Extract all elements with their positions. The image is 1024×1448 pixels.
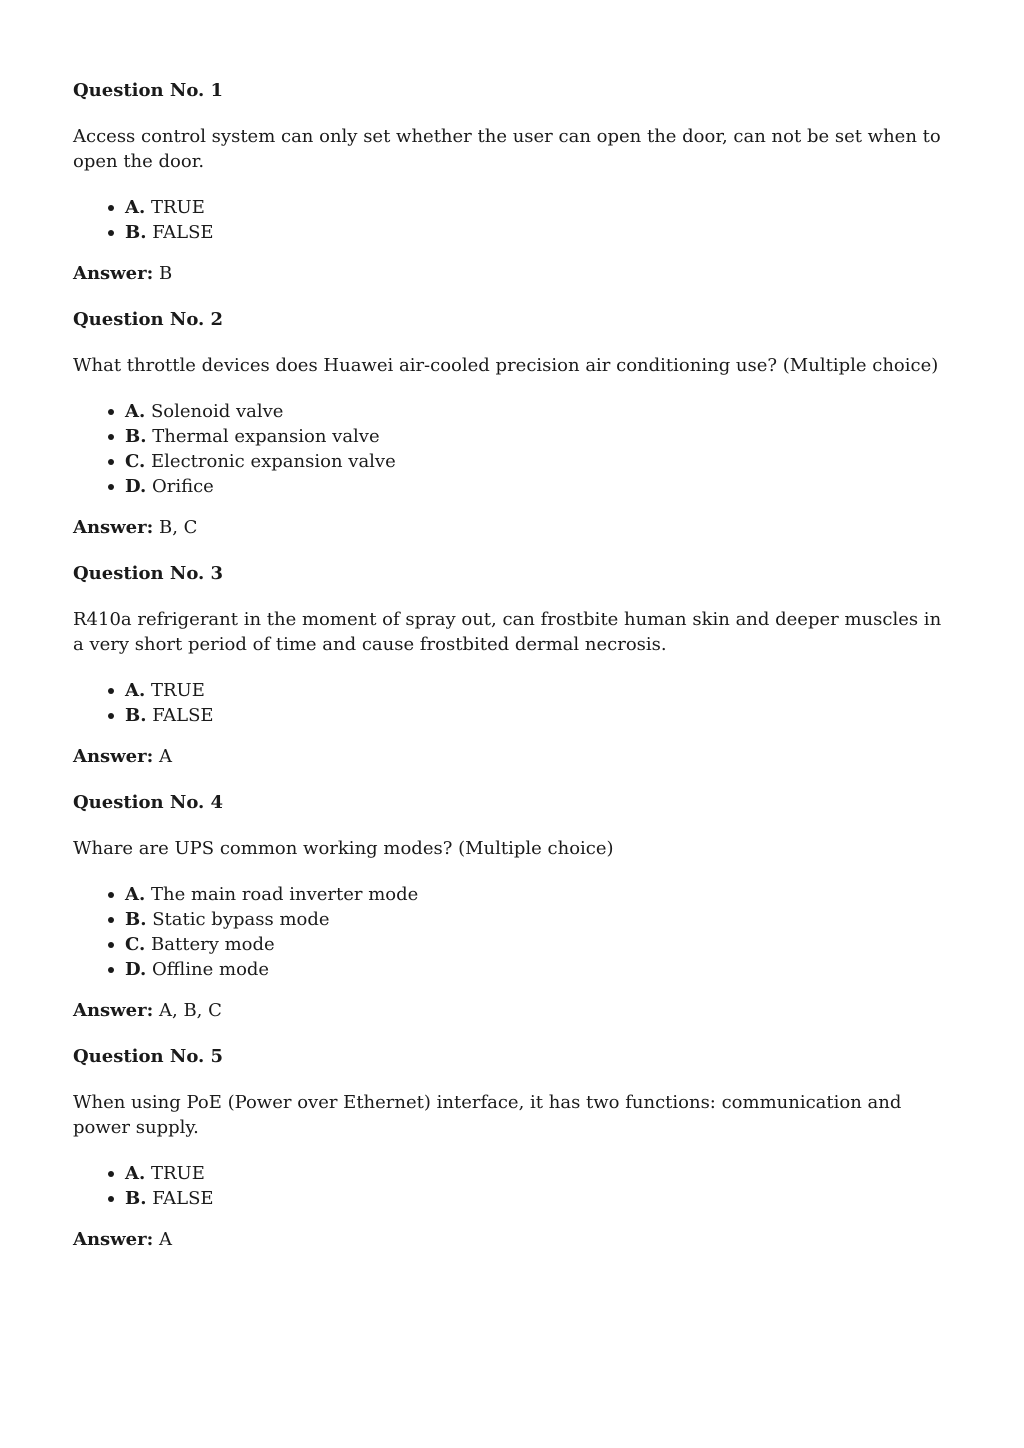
option-text: The main road inverter mode: [150, 884, 419, 905]
answer-value: B: [159, 263, 173, 284]
answer-label: Answer:: [73, 263, 154, 284]
option-text: TRUE: [150, 1163, 205, 1184]
question-title: Question No. 5: [73, 1046, 224, 1067]
answer-label: Answer:: [73, 746, 154, 767]
option-item: [107, 449, 951, 474]
option-text: FALSE: [152, 222, 214, 243]
question-text: Whare are UPS common working modes? (Multiple choice): [73, 838, 614, 859]
question-title: Question No. 4: [73, 792, 224, 813]
option-list: [73, 399, 951, 499]
option-letter: C.: [125, 934, 146, 955]
option-item: [107, 932, 951, 957]
answer-line: [73, 744, 951, 769]
option-item: [107, 424, 951, 449]
option-text: Thermal expansion valve: [152, 426, 380, 447]
option-letter: A.: [125, 884, 146, 905]
option-text: Offline mode: [151, 959, 270, 980]
answer-line: [73, 515, 951, 540]
option-item: [107, 882, 951, 907]
option-letter: A.: [125, 197, 146, 218]
answer-label: Answer:: [73, 1229, 154, 1250]
option-list: [73, 678, 951, 728]
option-item: [107, 220, 951, 245]
option-text: Orifice: [151, 476, 214, 497]
option-letter: B.: [125, 1188, 147, 1209]
answer-value: A: [159, 746, 172, 767]
option-text: TRUE: [150, 680, 205, 701]
option-letter: B.: [125, 705, 147, 726]
answer-label: Answer:: [73, 517, 154, 538]
option-text: FALSE: [152, 1188, 214, 1209]
option-text: Solenoid valve: [150, 401, 284, 422]
option-letter: B.: [125, 222, 147, 243]
option-item: [107, 678, 951, 703]
question-text: Access control system can only set whether the user can open the door, can not be set when to open the door.: [73, 126, 941, 172]
option-text: FALSE: [152, 705, 214, 726]
question-title: Question No. 1: [73, 80, 224, 101]
answer-line: [73, 1227, 951, 1252]
option-item: [107, 195, 951, 220]
option-item: [107, 1186, 951, 1211]
option-item: [107, 703, 951, 728]
option-list: [73, 882, 951, 982]
option-list: [73, 1161, 951, 1211]
answer-value: A: [159, 1229, 172, 1250]
option-letter: B.: [125, 426, 147, 447]
option-letter: D.: [125, 476, 147, 497]
question-text: R410a refrigerant in the moment of spray out, can frostbite human skin and deeper muscles in a very short period of time and cause frostbited dermal necrosis.: [73, 609, 942, 655]
question-1: [73, 78, 951, 286]
question-title: Question No. 2: [73, 309, 224, 330]
option-item: [107, 957, 951, 982]
option-letter: B.: [125, 909, 147, 930]
option-list: [73, 195, 951, 245]
answer-label: Answer:: [73, 1000, 154, 1021]
answer-value: B, C: [159, 517, 198, 538]
option-letter: D.: [125, 959, 147, 980]
question-4: [73, 790, 951, 1023]
option-text: Battery mode: [151, 934, 275, 955]
question-3: [73, 561, 951, 769]
question-text: What throttle devices does Huawei air-cooled precision air conditioning use? (Multiple choice): [73, 355, 939, 376]
option-text: Electronic expansion valve: [151, 451, 396, 472]
option-text: Static bypass mode: [152, 909, 330, 930]
option-item: [107, 1161, 951, 1186]
question-text: When using PoE (Power over Ethernet) interface, it has two functions: communication and power supply.: [73, 1092, 902, 1138]
answer-value: A, B, C: [159, 1000, 222, 1021]
question-2: [73, 307, 951, 540]
option-letter: A.: [125, 680, 146, 701]
option-item: [107, 474, 951, 499]
answer-line: [73, 998, 951, 1023]
option-item: [107, 399, 951, 424]
question-title: Question No. 3: [73, 563, 224, 584]
option-letter: A.: [125, 401, 146, 422]
answer-line: [73, 261, 951, 286]
option-letter: C.: [125, 451, 146, 472]
option-item: [107, 907, 951, 932]
question-5: [73, 1044, 951, 1252]
option-letter: A.: [125, 1163, 146, 1184]
option-text: TRUE: [150, 197, 205, 218]
